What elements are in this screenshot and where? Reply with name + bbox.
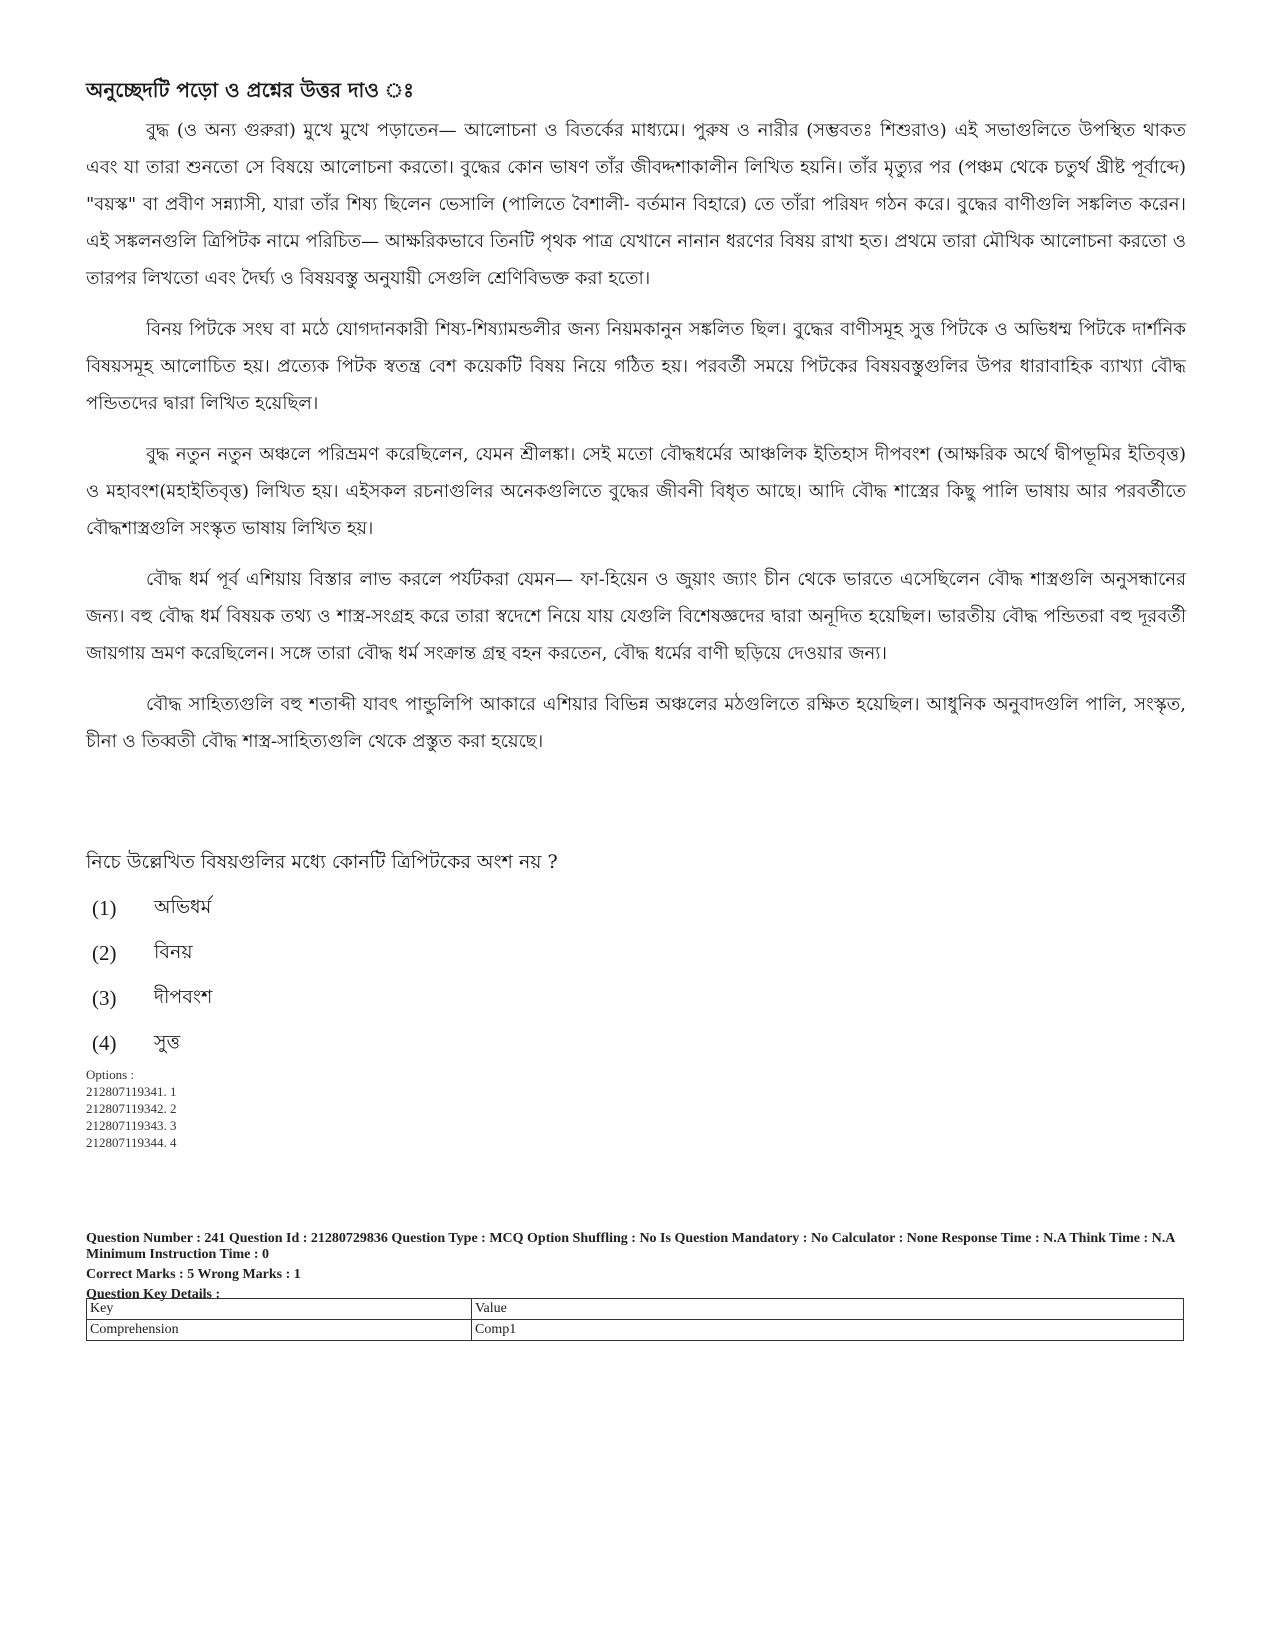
passage-paragraph: বুদ্ধ নতুন নতুন অঞ্চলে পরিভ্রমণ করেছিলেন, যেমন শ্রীলঙ্কা। সেই মতো বৌদ্ধধর্মের আঞ্চলিক ইতিহাস দীপবংশ (আক্ষরিক অর্থে দ্বীপভূমির ইতিবৃত্ত) ও মহাবংশ(মহাইতিবৃত্ত) লিখিত হয়। এইসকল রচনাগুলির অনেকগুলিতে বুদ্ধের জীবনী বিধৃত আছে। আদি বৌদ্ধ শাস্ত্রের কিছু পালি ভাষায় আর পরবর্তীতে বৌদ্ধশাস্ত্রগুলি সংস্কৃত ভাষায় লিখিত হয়। <box>86 444 1186 539</box>
choice-text: সুত্ত <box>154 1030 181 1053</box>
table-header-value: Value <box>472 1299 1184 1320</box>
table-header-key: Key <box>87 1299 472 1320</box>
option-id: 212807119344. 4 <box>86 1135 177 1150</box>
table-header-row <box>87 1299 1184 1320</box>
choice-number: (3) <box>92 986 117 1010</box>
choice-4 <box>92 1021 212 1066</box>
option-id: 212807119342. 2 <box>86 1101 177 1116</box>
choice-number: (4) <box>92 1031 117 1055</box>
choice-text: অভিধর্ম <box>154 895 212 918</box>
option-id: 212807119343. 3 <box>86 1118 177 1133</box>
passage <box>86 112 1186 774</box>
choice-text: বিনয় <box>154 940 193 963</box>
choice-1 <box>92 886 212 931</box>
answer-choices <box>92 886 212 1066</box>
choice-text: দীপবংশ <box>154 985 213 1008</box>
key-details-label: Question Key Details : <box>86 1287 221 1302</box>
options-label: Options : <box>86 1067 135 1082</box>
option-id: 212807119341. 1 <box>86 1084 177 1099</box>
choice-number: (2) <box>92 941 117 965</box>
question-key-table <box>86 1298 1184 1341</box>
question-metadata <box>86 1231 1196 1307</box>
table-cell-value: Comp1 <box>472 1320 1184 1341</box>
marks-line: Correct Marks : 5 Wrong Marks : 1 <box>86 1267 301 1282</box>
question-info-line: Question Number : 241 Question Id : 21280729836 Question Type : MCQ Option Shuffling : No Is Question Mandatory : No Calculator : None Response Time : N.A Think Time : N.A Minimum Instruction Time : 0 <box>86 1231 1175 1262</box>
question-text: নিচে উল্লেখিত বিষয়গুলির মধ্যে কোনটি ত্রিপিটকের অংশ নয় ? <box>86 851 558 873</box>
table-cell-key: Comprehension <box>87 1320 472 1341</box>
choice-2 <box>92 931 212 976</box>
passage-heading: অনুচ্ছেদটি পড়ো ও প্রশ্নের উত্তর দাও ঃ <box>86 78 414 102</box>
choice-3 <box>92 976 212 1021</box>
options-list <box>86 1066 177 1151</box>
passage-paragraph: বৌদ্ধ ধর্ম পূর্ব এশিয়ায় বিস্তার লাভ করলে পর্যটকরা যেমন— ফা-হিয়েন ও জুয়াং জ্যাং চীন থেকে ভারতে এসেছিলেন বৌদ্ধ শাস্ত্রগুলি অনুসন্ধানের জন্য। বহু বৌদ্ধ ধর্ম বিষয়ক তথ্য ও শাস্ত্র-সংগ্রহ করে তারা স্বদেশে নিয়ে যায় যেগুলি বিশেষজ্ঞদের দ্বারা অনূদিত হয়েছিল। ভারতীয় বৌদ্ধ পন্ডিতরা বহু দূরবর্তী জায়গায় ভ্রমণ করেছিলেন। সঙ্গে তারা বৌদ্ধ ধর্ম সংক্রান্ত গ্রন্থ বহন করতেন, বৌদ্ধ ধর্মের বাণী ছড়িয়ে দেওয়ার জন্য। <box>86 569 1186 664</box>
passage-paragraph: বুদ্ধ (ও অন্য গুরুরা) মুখে মুখে পড়াতেন— আলোচনা ও বিতর্কের মাধ্যমে। পুরুষ ও নারীর (সম্ভবতঃ শিশুরাও) এই সভাগুলিতে উপস্থিত থাকত এবং যা তারা শুনতো সে বিষয়ে আলোচনা করতো। বুদ্ধের কোন ভাষণ তাঁর জীবদ্দশাকালীন লিখিত হয়নি। তাঁর মৃত্যুর পর (পঞ্চম থেকে চতুর্থ খ্রীষ্ট পূর্বাব্দে) "বয়স্ক" বা প্রবীণ সন্ন্যাসী, যারা তাঁর শিষ্য ছিলেন ভেসালি (পালিতে বৈশালী- বর্তমান বিহারে) তে তাঁরা পরিষদ গঠন করে। বুদ্ধের বাণীগুলি সঙ্কলিত করেন। এই সঙ্কলনগুলি ত্রিপিটক নামে পরিচিত— আক্ষরিকভাবে তিনটি পৃথক পাত্র যেখানে নানান ধরণের বিষয় রাখা হত। প্রথমে তারা মৌখিক আলোচনা করতো ও তারপর লিখতো এবং দৈর্ঘ্য ও বিষয়বস্তু অনুযায়ী সেগুলি শ্রেণিবিভক্ত করা হতো। <box>86 120 1186 289</box>
passage-paragraph: বিনয় পিটকে সংঘ বা মঠে যোগদানকারী শিষ্য-শিষ্যামন্ডলীর জন্য নিয়মকানুন সঙ্কলিত ছিল। বুদ্ধের বাণীসমূহ সুত্ত পিটকে ও অভিধম্ম পিটকে দার্শনিক বিষয়সমূহ আলোচিত হয়। প্রত্যেক পিটক স্বতন্ত্র বেশ কয়েকটি বিষয় নিয়ে গঠিত হয়। পরবর্তী সময়ে পিটকের বিষয়বস্তুগুলির উপর ধারাবাহিক ব্যাখ্যা বৌদ্ধ পন্ডিতদের দ্বারা লিখিত হয়েছিল। <box>86 319 1186 414</box>
choice-number: (1) <box>92 896 117 920</box>
passage-paragraph: বৌদ্ধ সাহিত্যগুলি বহু শতাব্দী যাবৎ পান্ডুলিপি আকারে এশিয়ার বিভিন্ন অঞ্চলের মঠগুলিতে রক্ষিত হয়েছিল। আধুনিক অনুবাদগুলি পালি, সংস্কৃত, চীনা ও তিব্বতী বৌদ্ধ শাস্ত্র-সাহিত্যগুলি থেকে প্রস্তুত করা হয়েছে। <box>86 694 1186 752</box>
table-row <box>87 1320 1184 1341</box>
